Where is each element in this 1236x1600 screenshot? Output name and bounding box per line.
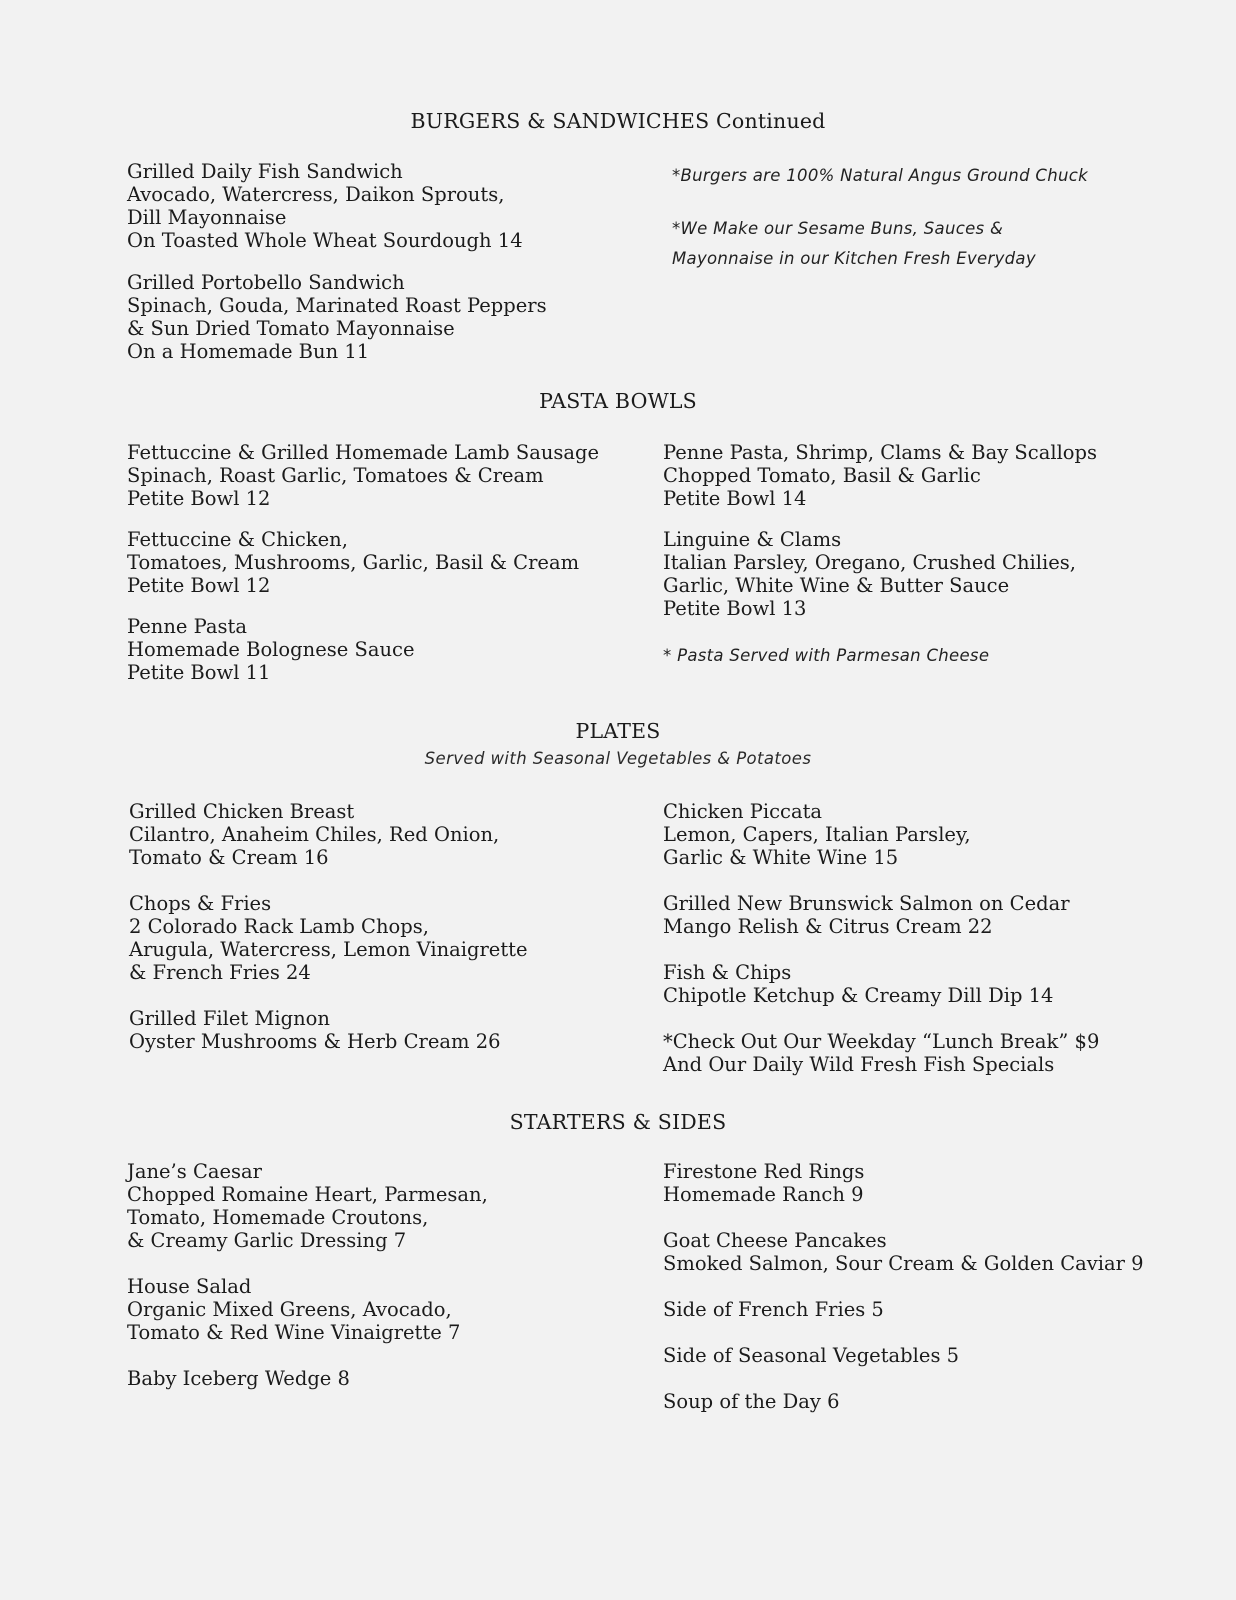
item-line: Oyster Mushrooms & Herb Cream 26	[129, 1030, 501, 1053]
menu-item-chicken-piccata	[663, 800, 971, 869]
menu-item-grilled-chicken	[129, 800, 499, 869]
menu-item-soup-of-day	[663, 1390, 840, 1413]
pasta-heading: PASTA BOWLS	[539, 389, 697, 413]
item-line: Side of French Fries 5	[663, 1298, 884, 1321]
menu-item-side-fries	[663, 1298, 884, 1321]
note-angus-chuck	[672, 161, 1088, 191]
item-line: Tomato, Homemade Croutons,	[127, 1206, 429, 1229]
item-line: Garlic & White Wine 15	[663, 846, 899, 869]
item-line: Chipotle Ketchup & Creamy Dill Dip 14	[663, 984, 1054, 1007]
item-line: Spinach, Gouda, Marinated Roast Peppers	[127, 294, 547, 317]
item-line: Lemon, Capers, Italian Parsley,	[663, 823, 971, 846]
item-line: Petite Bowl 11	[127, 661, 271, 684]
item-line: Chops & Fries	[129, 892, 272, 915]
item-line: Petite Bowl 12	[127, 487, 271, 510]
menu-item-red-rings	[663, 1160, 864, 1206]
starters-heading: STARTERS & SIDES	[509, 1110, 727, 1134]
note-parmesan	[663, 641, 989, 671]
item-line: Grilled Filet Mignon	[129, 1007, 330, 1030]
menu-item-janes-caesar	[127, 1160, 488, 1252]
item-line: Fish & Chips	[663, 961, 792, 984]
item-line: Dill Mayonnaise	[127, 206, 287, 229]
menu-item-grilled-fish-sandwich	[127, 160, 523, 252]
item-line: Chopped Romaine Heart, Parmesan,	[127, 1183, 488, 1206]
menu-item-fish-chips	[663, 961, 1053, 1007]
note-line: Mayonnaise in our Kitchen Fresh Everyday	[672, 249, 1036, 268]
item-line: Petite Bowl 14	[663, 487, 807, 510]
menu-item-linguine-clams	[663, 528, 1076, 620]
item-line: Fettuccine & Chicken,	[127, 528, 348, 551]
plates-subtitle: Served with Seasonal Vegetables & Potatoes	[424, 749, 812, 768]
menu-item-portobello-sandwich	[127, 271, 547, 363]
item-line: Homemade Bolognese Sauce	[127, 638, 415, 661]
item-line: *Check Out Our Weekday “Lunch Break” $9	[663, 1030, 1100, 1053]
item-line: Tomato & Cream 16	[129, 846, 329, 869]
menu-item-filet-mignon	[129, 1007, 501, 1053]
menu-item-side-vegetables	[663, 1344, 959, 1367]
item-line: 2 Colorado Rack Lamb Chops,	[129, 915, 429, 938]
menu-item-goat-cheese-pancakes	[663, 1229, 1144, 1275]
item-line: Petite Bowl 13	[663, 597, 807, 620]
item-line: And Our Daily Wild Fresh Fish Specials	[663, 1053, 1055, 1076]
item-line: Fettuccine & Grilled Homemade Lamb Sausage	[127, 441, 600, 464]
item-line: & Creamy Garlic Dressing 7	[127, 1229, 407, 1252]
item-line: Jane’s Caesar	[127, 1160, 262, 1183]
item-line: Italian Parsley, Oregano, Crushed Chilies,	[663, 551, 1076, 574]
menu-item-lunch-break	[663, 1030, 1099, 1076]
item-line: Avocado, Watercress, Daikon Sprouts,	[127, 183, 505, 206]
item-line: & French Fries 24	[129, 961, 311, 984]
item-line: Side of Seasonal Vegetables 5	[663, 1344, 960, 1367]
item-line: On Toasted Whole Wheat Sourdough 14	[127, 229, 523, 252]
menu-item-penne-bolognese	[127, 615, 415, 684]
item-line: & Sun Dried Tomato Mayonnaise	[127, 317, 455, 340]
menu-item-chops-fries	[129, 892, 528, 984]
item-line: Grilled Daily Fish Sandwich	[127, 160, 403, 183]
item-line: Mango Relish & Citrus Cream 22	[663, 915, 993, 938]
menu-item-salmon-cedar	[663, 892, 1070, 938]
item-line: Linguine & Clams	[663, 528, 842, 551]
item-line: Grilled New Brunswick Salmon on Cedar	[663, 892, 1070, 915]
item-line: Goat Cheese Pancakes	[663, 1229, 887, 1252]
item-line: Arugula, Watercress, Lemon Vinaigrette	[129, 938, 528, 961]
item-line: Penne Pasta	[127, 615, 247, 638]
item-line: House Salad	[127, 1275, 252, 1298]
burgers-heading: BURGERS & SANDWICHES Continued	[410, 109, 826, 133]
item-line: Spinach, Roast Garlic, Tomatoes & Cream	[127, 464, 544, 487]
item-line: Grilled Portobello Sandwich	[127, 271, 405, 294]
note-line: *We Make our Sesame Buns, Sauces &	[672, 219, 1004, 238]
item-line: Garlic, White Wine & Butter Sauce	[663, 574, 1010, 597]
menu-item-iceberg-wedge	[127, 1367, 350, 1390]
item-line: Cilantro, Anaheim Chiles, Red Onion,	[129, 823, 500, 846]
item-line: Chicken Piccata	[663, 800, 823, 823]
note-line: * Pasta Served with Parmesan Cheese	[663, 646, 990, 665]
item-line: Baby Iceberg Wedge 8	[127, 1367, 350, 1390]
menu-item-fettuccine-lamb	[127, 441, 599, 510]
item-line: Penne Pasta, Shrimp, Clams & Bay Scallops	[663, 441, 1098, 464]
item-line: Petite Bowl 12	[127, 574, 271, 597]
menu-item-fettuccine-chicken	[127, 528, 579, 597]
item-line: Soup of the Day 6	[663, 1390, 840, 1413]
item-line: Grilled Chicken Breast	[129, 800, 355, 823]
menu-item-house-salad	[127, 1275, 460, 1344]
item-line: Firestone Red Rings	[663, 1160, 865, 1183]
item-line: Tomato & Red Wine Vinaigrette 7	[127, 1321, 461, 1344]
note-line: *Burgers are 100% Natural Angus Ground Chuck	[672, 166, 1088, 185]
item-line: Homemade Ranch 9	[663, 1183, 864, 1206]
item-line: Organic Mixed Greens, Avocado,	[127, 1298, 452, 1321]
item-line: Tomatoes, Mushrooms, Garlic, Basil & Cream	[127, 551, 580, 574]
note-fresh-buns	[672, 214, 1036, 274]
menu-item-penne-shrimp	[663, 441, 1097, 510]
plates-heading: PLATES	[575, 719, 661, 743]
item-line: Smoked Salmon, Sour Cream & Golden Caviar 9	[663, 1252, 1144, 1275]
item-line: On a Homemade Bun 11	[127, 340, 370, 363]
item-line: Chopped Tomato, Basil & Garlic	[663, 464, 981, 487]
